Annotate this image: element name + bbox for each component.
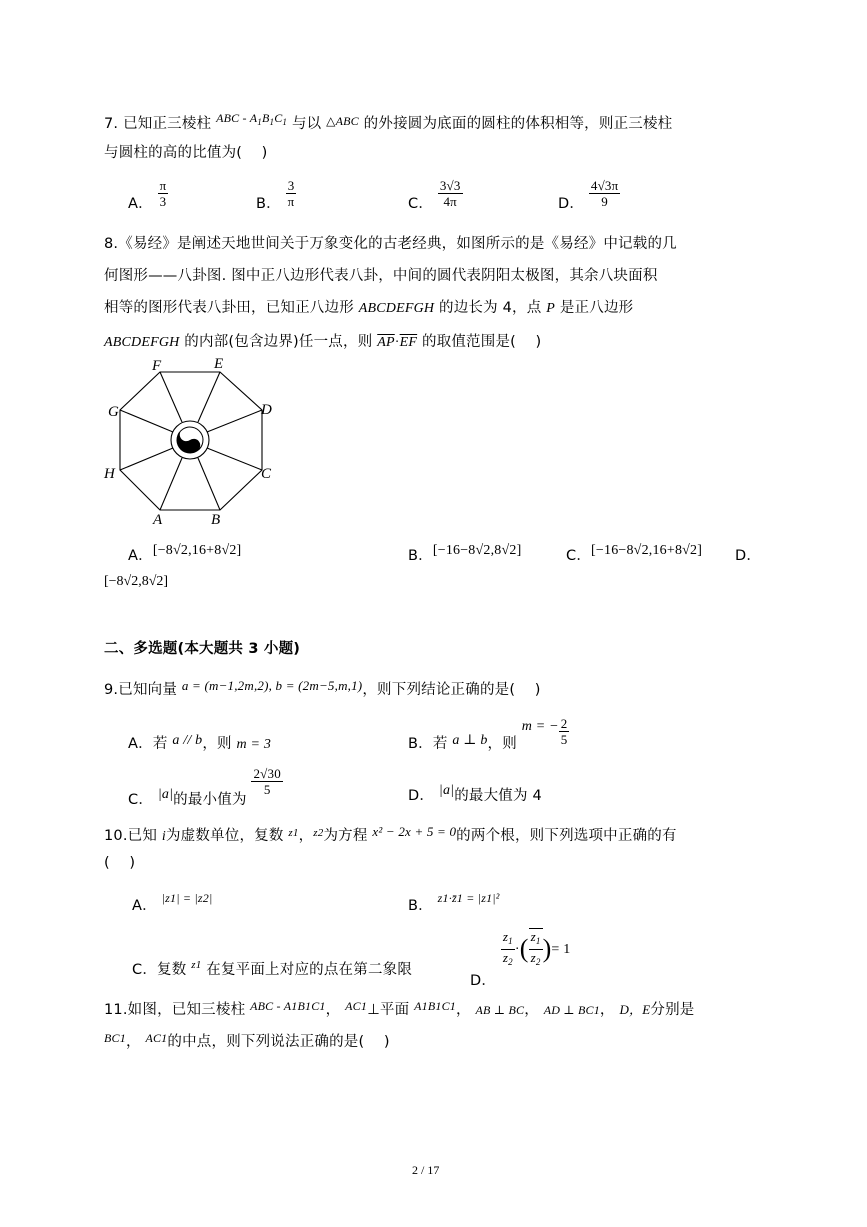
q10-line2: ( ) — [104, 855, 136, 871]
label-h: H — [104, 466, 115, 482]
vector-ap: $\overline{AP}$ — [377, 335, 395, 350]
q7-text-c: 的外接圆为底面的圆柱的体积相等，则正三棱柱 — [363, 116, 673, 132]
q8-option-b[interactable]: B．[−16−8√2,8√2] — [408, 543, 522, 564]
q8-line3: 相等的图形代表八卦田，已知正八边形 ABCDEFGH 的边长为 4，点 P 是正八边形 — [104, 300, 634, 316]
q10-line1: 10.已知 i为虚数单位，复数 $^{z1}$，$^{z2}$为方程 x² − 2x + 5 = 0的两个根，则下列选项中正确的有 — [104, 824, 677, 844]
q7-option-d[interactable]: D． $\frac{4√3\pi}{9}$ — [558, 178, 619, 212]
vector-ef: $\overline{EF}$ — [399, 335, 418, 350]
q7-prism-expr: ABC - A1B1C1 — [216, 111, 288, 127]
q9-option-c[interactable]: C． |a|的最小值为 $\frac{2√30}{5}$ — [128, 766, 281, 808]
q10-option-b[interactable]: B． z1·z̄1 = |z1|² — [408, 891, 500, 914]
label-e: E — [214, 356, 224, 372]
q7-line2: 与圆柱的高的比值为( ) — [104, 145, 268, 161]
q11-line1: 11.如图，已知三棱柱 $^{ABC - A1B1C1}$， $^{AC1}$⊥平面 $^{A1B1C1}$， AB ⊥ BC， AD ⊥ BC1， D，E分别是 — [104, 999, 695, 1018]
q10-option-d[interactable]: D． $\frac{z_1}{z_2}$ ·( $\frac{z_1}{z_2}$ )= 1 — [470, 928, 571, 989]
q8-option-c[interactable]: C．[−16−8√2,16+8√2] — [566, 543, 703, 564]
label-a: A — [153, 512, 163, 526]
q8-line4: ABCDEFGH 的内部(包含边界)任一点，则 $\overline{AP}\cdot\overline{EF}$ 的取值范围是( ) — [104, 334, 542, 350]
q7-option-b[interactable]: B． $\frac{3}{\pi}$ — [256, 178, 295, 212]
taiji-symbol — [172, 422, 208, 458]
q8-number: 8. — [104, 236, 119, 252]
section-title-multiple-choice: 二、多选题(本大题共 3 小题) — [104, 641, 301, 657]
q9-option-a[interactable]: A．若 a // b，则 m = 3 — [128, 733, 272, 752]
page-number: 2 / 17 — [412, 1163, 440, 1177]
label-c: C — [261, 466, 272, 482]
q7-option-a[interactable]: A． $\frac{\pi}{3}$ — [128, 178, 167, 212]
q7-line1 — [104, 112, 672, 133]
q10-option-a[interactable]: A． |z1| = |z2| — [132, 891, 213, 914]
q7-text-b: 与以 — [291, 116, 322, 132]
q8-option-a[interactable]: A．[−8√2,16+8√2] — [128, 543, 242, 564]
q9-option-b[interactable]: B．若 a ⊥ b，则 m = − $\frac{2}{5}$ — [408, 716, 568, 752]
q9-line1: 9.已知向量 a = (m−1,2m,2), b = (2m−5,m,1)，则下列结论正确的是( ) — [104, 678, 541, 698]
bagua-octagon-figure — [100, 354, 285, 526]
q9-option-d[interactable]: D． |a|的最大值为 4 — [408, 783, 542, 804]
q9-vector-expr: a = (m−1,2m,2), b = (2m−5,m,1) — [181, 678, 363, 693]
label-g: G — [108, 404, 119, 420]
q8-option-d-label[interactable]: D． — [735, 548, 762, 564]
q8-line2: 何图形——八卦图. 图中正八边形代表八卦，中间的圆代表阴阳太极图，其余八块面积 — [104, 268, 658, 284]
q7-text-a: 已知正三棱柱 — [123, 116, 212, 132]
q7-option-c[interactable]: C． $\frac{3√3}{4\pi}$ — [408, 178, 461, 212]
q8-option-d-expr[interactable]: [−8√2,8√2] — [104, 574, 169, 589]
q10-option-c[interactable]: C．复数 $^{z1}$ 在复平面上对应的点在第二象限 — [132, 959, 413, 978]
label-b: B — [211, 512, 221, 526]
q7-number: 7. — [104, 116, 119, 132]
q11-line2: $^{BC1}$， $^{AC1}$的中点，则下列说法正确的是( ) — [104, 1031, 390, 1050]
label-d: D — [261, 402, 272, 418]
q8-line1: 8.《易经》是阐述天地世间关于万象变化的古老经典，如图所示的是《易经》中记载的几 — [104, 236, 677, 252]
q7-triangle-expr: △ABC — [326, 114, 359, 128]
label-f: F — [152, 358, 162, 374]
